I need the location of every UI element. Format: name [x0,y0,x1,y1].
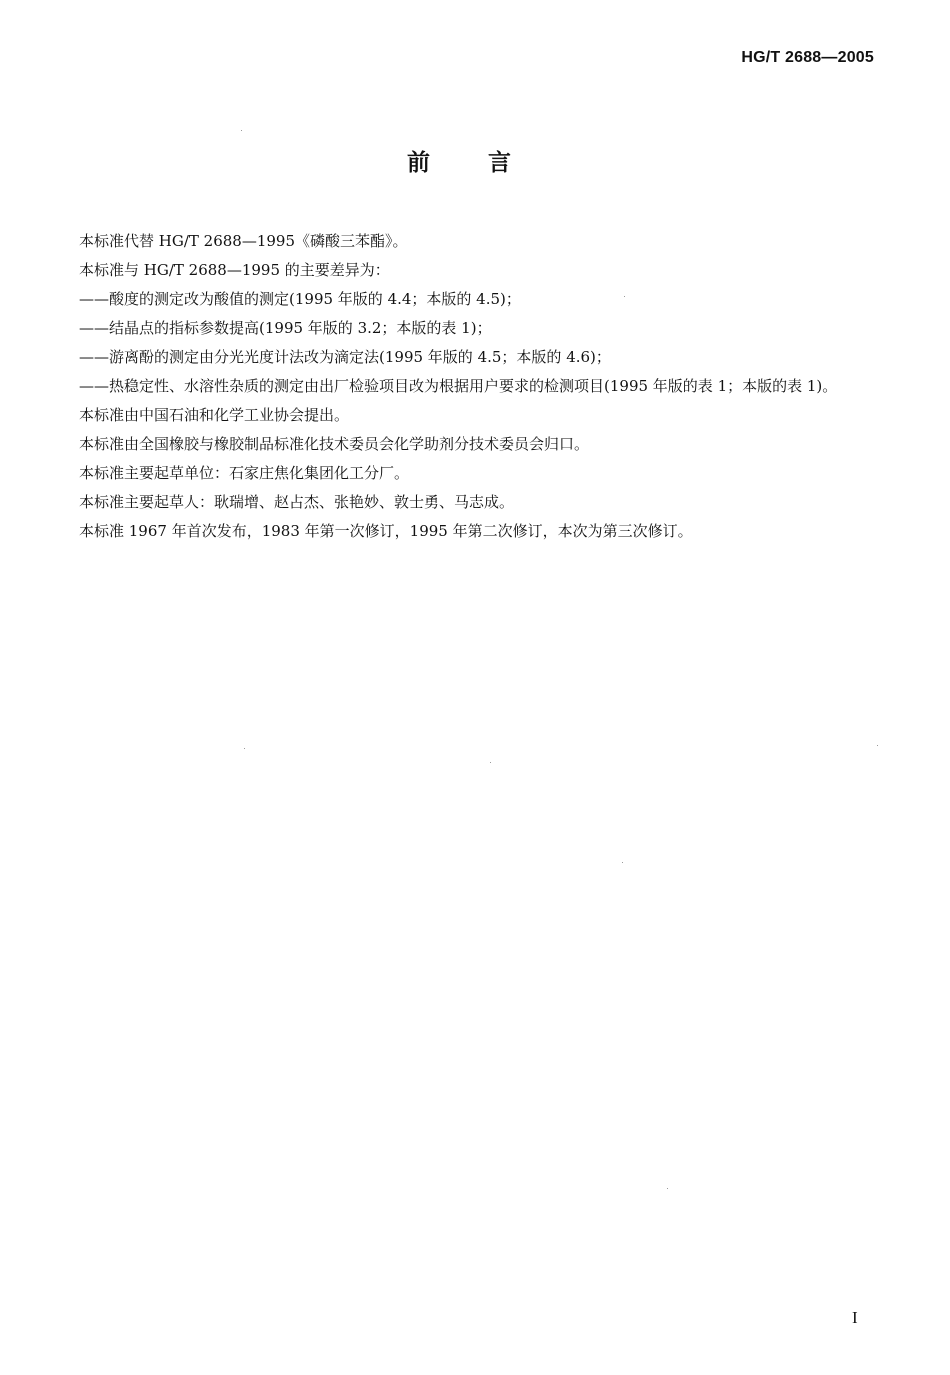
scan-speck [241,130,242,131]
foreword-body [48,227,878,546]
list-item-free-phenol: ——游离酚的测定由分光光度计法改为滴定法(1995 年版的 4.5；本版的 4.6)； [79,348,611,366]
paragraph-drafters: 本标准主要起草人：耿瑞增、赵占杰、张艳妙、敦士勇、马志成。 [79,493,515,511]
scan-speck [624,296,625,297]
list-item-crystallization-point: ——结晶点的指标参数提高(1995 年版的 3.2；本版的表 1)； [79,319,492,337]
paragraph-under-jurisdiction: 本标准由全国橡胶与橡胶制品标准化技术委员会化学助剂分技术委员会归口。 [79,435,590,453]
paragraph-replaces: 本标准代替 HG/T 2688—1995《磷酸三苯酯》。 [79,232,408,250]
list-item-thermal-stability: ——热稳定性、水溶性杂质的测定由出厂检验项目改为根据用户要求的检测项目(1995 年版的表 1；本版的表 1)。 [79,377,838,395]
scan-speck [490,762,491,763]
paragraph-differences-intro: 本标准与 HG/T 2688—1995 的主要差异为： [79,261,390,279]
paragraph-drafting-organization: 本标准主要起草单位：石家庄焦化集团化工分厂。 [79,464,410,482]
title-char-1: 前 [407,150,430,176]
scan-speck [244,748,245,749]
page-number: I [852,1308,858,1327]
paragraph-proposed-by: 本标准由中国石油和化学工业协会提出。 [79,406,350,424]
page-title [0,144,918,177]
standard-code: HG/T 2688—2005 [741,49,874,66]
scan-speck [667,1188,668,1189]
paragraph-history: 本标准 1967 年首次发布，1983 年第一次修订，1995 年第二次修订，本次为第三次修订。 [79,522,693,540]
list-item-acidity: ——酸度的测定改为酸值的测定(1995 年版的 4.4；本版的 4.5)； [79,290,521,308]
scan-speck [622,862,623,863]
scan-speck [877,745,878,746]
title-char-2: 言 [488,150,511,176]
